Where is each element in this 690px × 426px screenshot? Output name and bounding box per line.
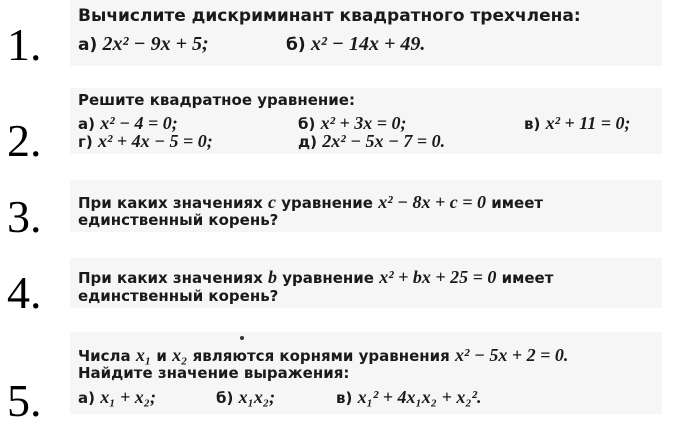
text-fragment: являются корнями уравнения [192,347,450,365]
equation: x² − 5x + 2 = 0. [455,345,569,365]
item-d [78,132,213,150]
problem-line-2: единственный корень? [78,287,279,305]
problem-number: 1. [7,19,42,70]
item-expression: x₁x₂; [238,387,276,407]
variable: b [268,267,278,287]
item-label: а) [78,115,95,133]
problem-number: 5. [7,375,42,426]
item-label: в) [336,389,353,407]
item-label: в) [524,115,541,133]
item-expression: 2x² − 9x + 5; [102,33,209,55]
text-fragment: При каких значениях [78,269,263,287]
item-c [524,114,631,132]
text-fragment: уравнение [282,269,374,287]
problem-number: 4. [7,267,42,318]
text-fragment: уравнение [281,194,373,212]
item-label: б) [298,115,316,133]
text-fragment: Числа [78,347,131,365]
item-label: а) [78,35,98,55]
variable: x₁ [135,345,152,365]
print-speck [240,336,244,340]
item-expression: x₁ + x₂; [100,387,157,407]
item-e [298,132,445,150]
item-expression: x² − 14x + 49. [310,33,426,55]
variable: x₂ [172,345,188,365]
equation: x² − 8x + c = 0 [378,192,487,212]
item-b [216,388,275,406]
text-fragment: При каких значениях [78,194,263,212]
item-a [78,34,209,54]
item-label: б) [216,389,234,407]
item-expression: x² + 4x − 5 = 0; [97,131,213,151]
problem-line-1 [78,193,543,211]
item-a [78,114,178,132]
equation: x² + bx + 25 = 0 [379,267,497,287]
problem-heading: Решите квадратное уравнение: [78,91,355,109]
item-label: б) [286,35,306,55]
item-label: д) [298,133,317,151]
problem-number: 2. [7,115,42,166]
item-c [336,388,482,406]
item-b [286,34,425,54]
variable: c [268,192,277,212]
text-fragment: и [156,347,167,365]
problem-number: 3. [7,191,42,242]
item-expression: 2x² − 5x − 7 = 0. [322,131,446,151]
problem-heading: Вычислите дискриминант квадратного трехчлена: [78,6,581,26]
item-label: г) [78,133,93,151]
item-b [298,114,406,132]
problem-line-1 [78,268,553,286]
text-fragment: имеет [501,269,554,287]
item-label: а) [78,389,95,407]
item-expression: x² − 4 = 0; [100,113,178,133]
problem-line-1 [78,346,568,364]
item-expression: x² + 11 = 0; [545,113,631,133]
text-fragment: имеет [491,194,544,212]
item-expression: x² + 3x = 0; [320,113,407,133]
problem-line-2: Найдите значение выражения: [78,364,350,382]
problem-line-2: единственный корень? [78,211,279,229]
item-a [78,388,156,406]
item-expression: x₁² + 4x₁x₂ + x₂². [357,387,482,407]
